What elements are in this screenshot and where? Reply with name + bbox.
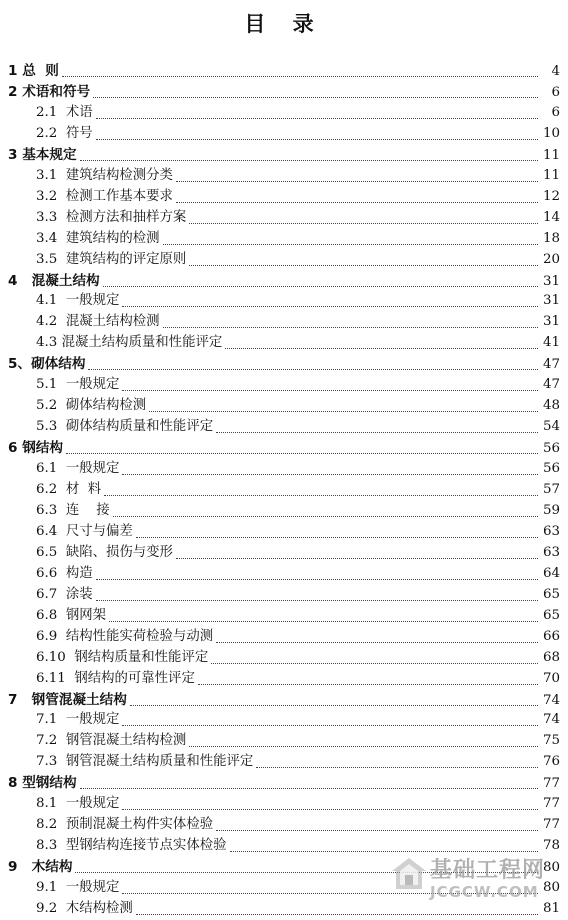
toc-entry-title: 砌体结构检测 bbox=[65, 398, 147, 414]
toc-entry-number: 9 bbox=[8, 859, 32, 876]
toc-entry-title: 涂装 bbox=[65, 586, 93, 602]
toc-section-entry[interactable] bbox=[36, 730, 560, 752]
toc-entry-number: 3.5 bbox=[36, 251, 66, 267]
dot-leader bbox=[225, 348, 538, 349]
toc-entry-title: 木结构检测 bbox=[65, 901, 133, 916]
toc-entry-number: 3.1 bbox=[36, 167, 66, 183]
toc-entry-title: 钢结构 bbox=[22, 440, 63, 457]
toc-section-entry[interactable] bbox=[36, 165, 560, 187]
toc-section-entry[interactable] bbox=[36, 332, 560, 354]
toc-section-entry[interactable] bbox=[36, 186, 560, 208]
toc-section-entry[interactable] bbox=[36, 102, 560, 124]
toc-entry-number: 7 bbox=[8, 691, 32, 708]
toc-entry-number: 2 bbox=[8, 83, 23, 100]
toc-entry-title: 一般规定 bbox=[65, 293, 120, 309]
toc-entry-title: 一般规定 bbox=[65, 880, 120, 896]
toc-entry-number: 4.3 bbox=[36, 335, 62, 351]
toc-section-entry[interactable] bbox=[36, 290, 560, 312]
house-logo-icon bbox=[390, 855, 428, 893]
toc-entry-number: 1 bbox=[8, 63, 23, 79]
toc-entry-title: 钢结构的可靠性评定 bbox=[74, 670, 195, 686]
toc-entry-number: 5.2 bbox=[36, 398, 66, 414]
toc-entry-number: 4.1 bbox=[36, 293, 66, 309]
dot-leader bbox=[109, 621, 538, 622]
dot-leader bbox=[211, 663, 538, 664]
toc-entry-title: 缺陷、损伤与变形 bbox=[65, 544, 173, 560]
dot-leader bbox=[216, 830, 538, 831]
dot-leader bbox=[80, 160, 538, 161]
toc-entry-number: 6 bbox=[8, 440, 23, 457]
toc-entry-number: 5.1 bbox=[36, 377, 66, 393]
toc-page-number: 74 bbox=[542, 692, 560, 708]
toc-entry-title: 术语和符号 bbox=[22, 83, 91, 100]
toc-entry-title: 混凝土结构 bbox=[31, 272, 100, 289]
dot-leader bbox=[176, 558, 538, 559]
toc-section-entry[interactable] bbox=[36, 123, 560, 145]
toc-page-number: 74 bbox=[542, 712, 560, 728]
toc-section-entry[interactable] bbox=[36, 626, 560, 648]
toc-chapter-entry[interactable] bbox=[8, 81, 560, 103]
toc-entry-title: 检测方法和抽样方案 bbox=[65, 209, 187, 225]
toc-entry-title: 检测工作基本要求 bbox=[65, 188, 173, 204]
toc-entry-title: 总 则 bbox=[22, 63, 59, 79]
toc-chapter-entry[interactable] bbox=[8, 144, 560, 166]
dot-leader bbox=[103, 286, 538, 287]
toc-chapter-entry[interactable] bbox=[8, 60, 560, 82]
toc-entry-title: 材 料 bbox=[65, 482, 102, 497]
dot-leader bbox=[198, 684, 538, 685]
dot-leader bbox=[62, 76, 538, 77]
dot-leader bbox=[122, 725, 538, 726]
toc-section-entry[interactable] bbox=[36, 605, 560, 627]
toc-page-number: 12 bbox=[542, 188, 560, 204]
toc-page-number: 65 bbox=[542, 607, 560, 623]
toc-entry-number: 7.1 bbox=[36, 712, 66, 728]
toc-page-number: 76 bbox=[542, 754, 560, 770]
toc-page-number: 56 bbox=[542, 441, 560, 457]
toc-entry-number: 6.6 bbox=[36, 565, 66, 581]
toc-page-number: 11 bbox=[542, 167, 560, 183]
toc-section-entry[interactable] bbox=[36, 647, 560, 669]
dot-leader bbox=[136, 537, 538, 538]
dot-leader bbox=[130, 705, 538, 706]
toc-entry-title: 钢管混凝土结构检测 bbox=[65, 733, 187, 749]
dot-leader bbox=[163, 244, 538, 245]
toc-page-number: 80 bbox=[542, 880, 560, 896]
toc-section-entry[interactable] bbox=[36, 584, 560, 606]
toc-section-entry[interactable] bbox=[36, 709, 560, 731]
toc-entry-number: 9.2 bbox=[36, 901, 66, 916]
toc-entry-title: 砌体结构质量和性能评定 bbox=[65, 419, 214, 435]
toc-entry-number: 5.3 bbox=[36, 419, 66, 435]
toc-chapter-entry[interactable] bbox=[8, 772, 560, 794]
toc-entry-title: 混凝土结构质量和性能评定 bbox=[61, 335, 223, 351]
toc-entry-number: 5、 bbox=[8, 356, 32, 373]
dot-leader bbox=[104, 495, 538, 496]
toc-entry-title: 一般规定 bbox=[65, 377, 120, 393]
toc-page-number: 63 bbox=[542, 523, 560, 539]
toc-section-entry[interactable] bbox=[36, 207, 560, 229]
toc-entry-title: 连 接 bbox=[65, 502, 110, 518]
dot-leader bbox=[122, 390, 538, 391]
toc-page-number: 59 bbox=[542, 502, 560, 518]
toc-entry-title: 一般规定 bbox=[65, 796, 120, 812]
toc-page-number: 68 bbox=[542, 649, 560, 665]
toc-page-number: 48 bbox=[542, 398, 560, 414]
toc-page-number: 31 bbox=[542, 314, 560, 330]
toc-entry-number: 2.1 bbox=[36, 104, 66, 120]
toc-page-number: 77 bbox=[542, 817, 560, 833]
toc-chapter-entry[interactable] bbox=[8, 270, 560, 292]
dot-leader bbox=[96, 579, 538, 580]
toc-section-entry[interactable] bbox=[36, 395, 560, 417]
watermark bbox=[390, 851, 562, 909]
dot-leader bbox=[216, 432, 538, 433]
toc-page-number: 75 bbox=[542, 733, 560, 749]
toc-entry-number: 8.3 bbox=[36, 838, 66, 854]
dot-leader bbox=[189, 265, 538, 266]
dot-leader bbox=[122, 306, 538, 307]
toc-section-entry[interactable] bbox=[36, 668, 560, 690]
dot-leader bbox=[93, 97, 538, 98]
toc-entry-number: 6.4 bbox=[36, 523, 66, 539]
toc-entry-number: 7.3 bbox=[36, 754, 66, 770]
toc-page-number: 14 bbox=[542, 209, 560, 225]
toc-chapter-entry[interactable] bbox=[8, 689, 560, 711]
toc-page-number: 47 bbox=[542, 357, 560, 373]
toc-entry-title: 混凝土结构检测 bbox=[65, 314, 160, 330]
dot-leader bbox=[176, 202, 538, 203]
dot-leader bbox=[96, 600, 538, 601]
toc-entry-number: 7.2 bbox=[36, 733, 66, 749]
toc-entry-title: 钢网架 bbox=[65, 607, 106, 623]
toc-page-number: 6 bbox=[551, 84, 560, 100]
dot-leader bbox=[113, 516, 538, 517]
toc-page-number: 63 bbox=[542, 544, 560, 560]
toc-page-number: 20 bbox=[542, 251, 560, 267]
toc-entry-title: 预制混凝土构件实体检验 bbox=[65, 817, 214, 833]
toc-entry-title: 构造 bbox=[65, 565, 93, 581]
toc-entry-number: 6.3 bbox=[36, 502, 66, 518]
toc-entry-number: 8.2 bbox=[36, 817, 66, 833]
toc-entry-title: 符号 bbox=[65, 125, 93, 141]
toc-section-entry[interactable] bbox=[36, 521, 560, 543]
toc-entry-number: 3 bbox=[8, 146, 23, 163]
dot-leader bbox=[80, 788, 538, 789]
toc-entry-title: 建筑结构的检测 bbox=[65, 230, 160, 246]
toc-entry-number: 6.1 bbox=[36, 461, 66, 477]
toc-page-number: 64 bbox=[542, 565, 560, 581]
toc-page-number: 31 bbox=[542, 293, 560, 309]
toc-entry-number: 6.9 bbox=[36, 628, 66, 644]
toc-entry-title: 型钢结构连接节点实体检验 bbox=[65, 838, 227, 854]
toc-section-entry[interactable] bbox=[36, 479, 560, 501]
toc-page-number: 77 bbox=[542, 776, 560, 792]
toc-chapter-entry[interactable] bbox=[8, 353, 560, 375]
dot-leader bbox=[176, 181, 538, 182]
toc-entry-title: 一般规定 bbox=[65, 461, 120, 477]
dot-leader bbox=[96, 139, 538, 140]
toc-entry-title: 钢管混凝土结构 bbox=[31, 691, 127, 708]
toc-page-number: 31 bbox=[542, 273, 560, 289]
toc-entry-number: 6.10 bbox=[36, 649, 75, 665]
toc-entry-title: 基本规定 bbox=[22, 146, 77, 163]
dot-leader bbox=[88, 369, 538, 370]
toc-page-number: 18 bbox=[542, 230, 560, 246]
dot-leader bbox=[66, 453, 538, 454]
toc-entry-number: 9.1 bbox=[36, 880, 66, 896]
toc-entry-number: 2.2 bbox=[36, 125, 66, 141]
dot-leader bbox=[189, 746, 538, 747]
toc-entry-number: 3.3 bbox=[36, 209, 66, 225]
toc-entry-title: 型钢结构 bbox=[22, 775, 77, 792]
toc-entry-title: 一般规定 bbox=[65, 712, 120, 728]
toc-entry-number: 8.1 bbox=[36, 796, 66, 812]
toc-section-entry[interactable] bbox=[36, 563, 560, 585]
toc-page-number: 78 bbox=[542, 838, 560, 854]
toc-entry-title: 钢管混凝土结构质量和性能评定 bbox=[65, 754, 254, 770]
toc-entry-title: 钢结构质量和性能评定 bbox=[74, 649, 209, 665]
toc-section-entry[interactable] bbox=[36, 374, 560, 396]
toc-section-entry[interactable] bbox=[36, 416, 560, 438]
toc-section-entry[interactable] bbox=[36, 814, 560, 836]
dot-leader bbox=[122, 474, 538, 475]
toc-entry-number: 6.5 bbox=[36, 544, 66, 560]
watermark-url: JCGCW.COM bbox=[430, 883, 539, 901]
toc-page-number: 80 bbox=[542, 860, 560, 876]
toc-section-entry[interactable] bbox=[36, 500, 560, 522]
toc-section-entry[interactable] bbox=[36, 249, 560, 271]
toc-entry-number: 4 bbox=[8, 272, 32, 289]
dot-leader bbox=[189, 223, 538, 224]
toc-page-number: 77 bbox=[542, 796, 560, 812]
toc-title: 目 录 bbox=[244, 12, 324, 36]
toc-entry-number: 6.7 bbox=[36, 586, 66, 602]
toc-page-number: 4 bbox=[551, 64, 560, 79]
toc-entry-number: 3.2 bbox=[36, 188, 66, 204]
toc-section-entry[interactable] bbox=[36, 793, 560, 815]
toc-entry-title: 砌体结构 bbox=[31, 356, 86, 373]
toc-entry-title: 结构性能实荷检验与动测 bbox=[65, 628, 214, 644]
toc-page-number: 54 bbox=[542, 419, 560, 435]
toc-entry-number: 3.4 bbox=[36, 230, 66, 246]
toc-page-number: 6 bbox=[551, 104, 560, 120]
dot-leader bbox=[122, 809, 538, 810]
toc-page-number: 47 bbox=[542, 377, 560, 393]
toc-entry-number: 6.8 bbox=[36, 607, 66, 623]
toc-page-number: 57 bbox=[542, 482, 560, 497]
toc-entry-title: 尺寸与偏差 bbox=[65, 523, 133, 539]
dot-leader bbox=[149, 411, 538, 412]
toc-page-number: 11 bbox=[542, 147, 560, 163]
toc-section-entry[interactable] bbox=[36, 751, 560, 773]
toc-chapter-entry[interactable] bbox=[8, 437, 560, 459]
dot-leader bbox=[163, 327, 538, 328]
toc-page-number: 81 bbox=[542, 901, 560, 916]
toc-page-number: 65 bbox=[542, 586, 560, 602]
toc-entry-number: 6.2 bbox=[36, 482, 66, 497]
dot-leader bbox=[216, 642, 538, 643]
toc-page-number: 66 bbox=[542, 628, 560, 644]
toc-entry-number: 8 bbox=[8, 775, 23, 792]
toc-section-entry[interactable] bbox=[36, 542, 560, 564]
toc-section-entry[interactable] bbox=[36, 228, 560, 250]
toc-entry-title: 木结构 bbox=[31, 859, 73, 876]
toc-page-number: 70 bbox=[542, 670, 560, 686]
dot-leader bbox=[256, 767, 538, 768]
toc-page-number: 10 bbox=[542, 125, 560, 141]
toc-entry-number: 6.11 bbox=[36, 670, 75, 686]
toc-page-number: 56 bbox=[542, 461, 560, 477]
watermark-text: 基础工程网 bbox=[430, 858, 546, 883]
toc-section-entry[interactable] bbox=[36, 458, 560, 480]
toc-section-entry[interactable] bbox=[36, 311, 560, 333]
toc-entry-number: 4.2 bbox=[36, 314, 66, 330]
dot-leader bbox=[96, 118, 538, 119]
toc-entry-title: 建筑结构的评定原则 bbox=[65, 251, 187, 267]
toc-entry-title: 建筑结构检测分类 bbox=[65, 167, 173, 183]
toc-page-number: 41 bbox=[542, 335, 560, 351]
toc-entry-title: 术语 bbox=[65, 104, 93, 120]
